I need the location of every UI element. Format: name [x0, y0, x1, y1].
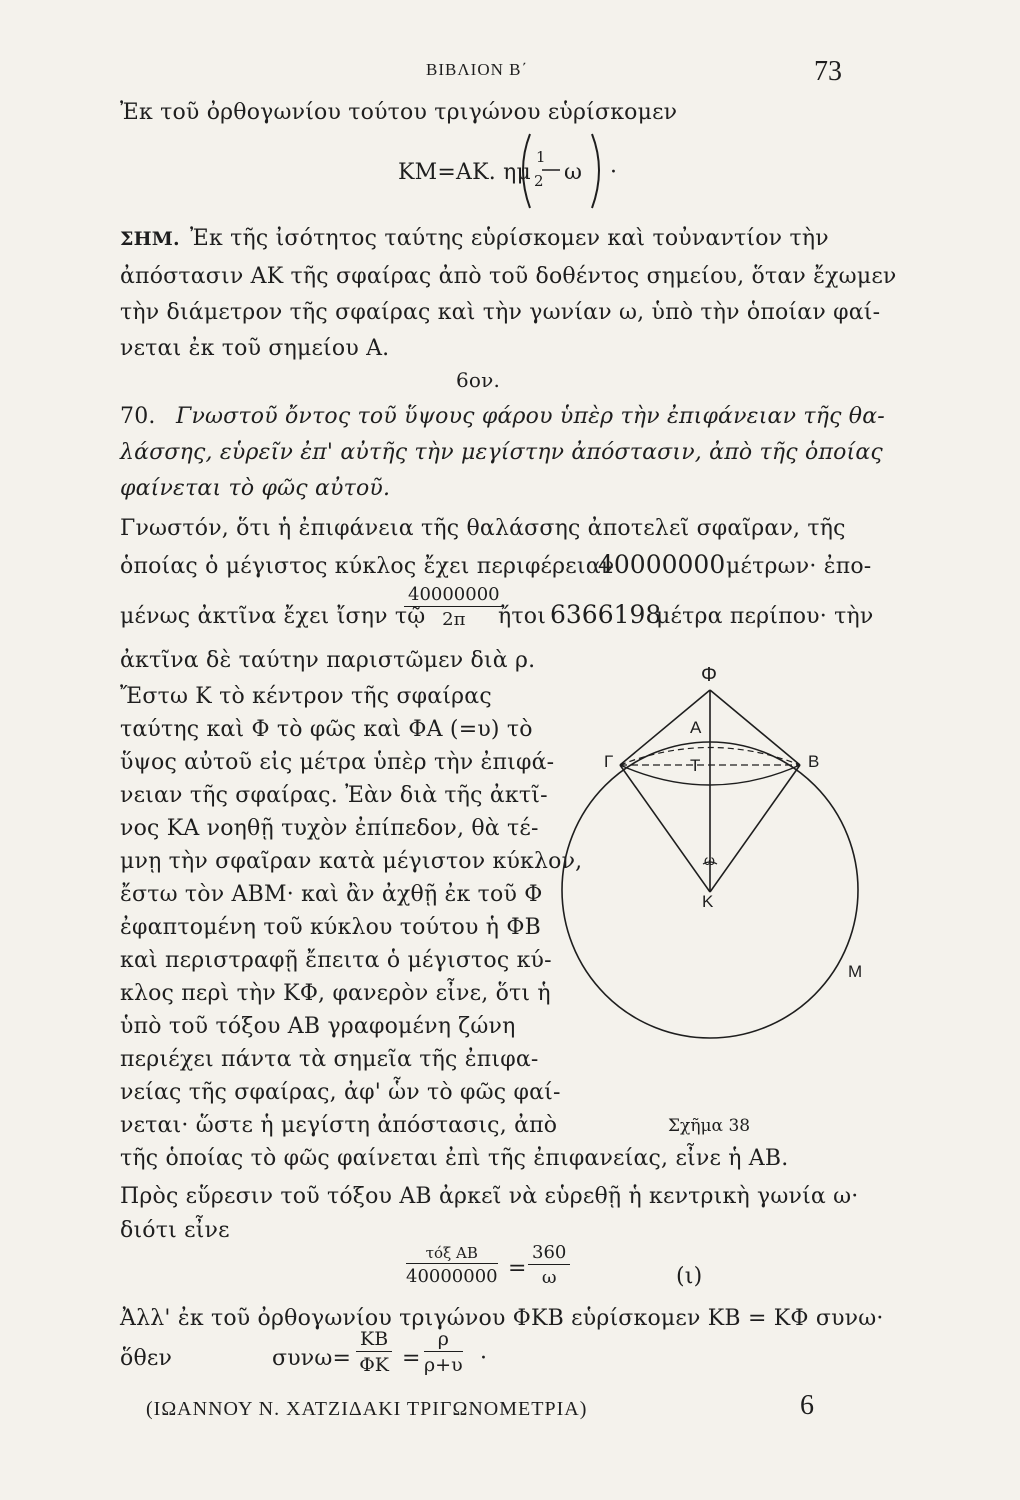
body2-line: ὑπὸ τοῦ τόξου ΑΒ γραφομένη ζώνη	[120, 1014, 516, 1039]
body2-line: νειαν τῆς σφαίρας. Ἐὰν διὰ τῆς ἀκτῖ-	[120, 783, 548, 808]
formula-km-var: ω	[564, 160, 583, 185]
formula-km-den: 2	[534, 172, 544, 190]
body1-line-1: Γνωστόν, ὅτι ἡ ἐπιφάνεια τῆς θαλάσσης ἀποτελεῖ σφαῖραν, τῆς	[120, 516, 846, 541]
problem-line-2: λάσσης, εὑρεῖν ἐπ' αὐτῆς τὴν μεγίστην ἀπόστασιν, ἀπὸ τῆς ὁποίας	[120, 440, 883, 465]
body2-line: ταύτης καὶ Φ τὸ φῶς καὶ ΦΑ (=υ) τὸ	[120, 717, 533, 742]
radius-fraction-den: 2π	[442, 609, 466, 630]
problem-line-3: φαίνεται τὸ φῶς αὐτοῦ.	[120, 476, 391, 501]
body2-line: μνῃ τὴν σφαῖραν κατὰ μέγιστον κύκλον,	[120, 849, 583, 874]
formula-cos-d1: ΦΚ	[359, 1354, 389, 1376]
body2-line: Ἔστω Κ τὸ κέντρον τῆς σφαίρας	[120, 684, 492, 709]
formula-km-end: ·	[610, 160, 618, 185]
body1-line-4: ἀκτῖνα δὲ ταύτην παριστῶμεν διὰ ρ.	[120, 648, 536, 673]
body2-line: κλος περὶ τὴν ΚΦ, φανερὸν εἶνε, ὅτι ἡ	[120, 981, 551, 1006]
formula-arc-lden: 40000000	[406, 1266, 498, 1287]
section-marker: 6ον.	[456, 368, 501, 392]
body2-line: περιέχει πάντα τὰ σημεῖα τῆς ἐπιφα-	[120, 1047, 539, 1072]
radius-fraction-num: 40000000	[404, 584, 504, 607]
footer-citation: (ΙΩΑΝΝΟΥ Ν. ΧΑΤΖΙΔΑΚΙ ΤΡΙΓΩΝΟΜΕΤΡΙΑ)	[146, 1398, 588, 1420]
figure-caption: Σχῆμα 38	[668, 1116, 751, 1136]
remark-line-3: τὴν διάμετρον τῆς σφαίρας καὶ τὴν γωνίαν ω, ὑπὸ τὴν ὁποίαν φαί-	[120, 300, 881, 325]
body2-line-last: νεται· ὥστε ἡ μεγίστη ἀπόστασις, ἀπὸ	[120, 1113, 558, 1138]
signature-mark: 6	[800, 1390, 814, 1421]
label-phi: Φ	[701, 664, 717, 686]
page-number: 73	[814, 56, 842, 87]
formula-cos-end: ·	[480, 1346, 488, 1371]
formula-cos-lhs: συνω=	[272, 1346, 352, 1371]
body2-end: τῆς ὁποίας τὸ φῶς φαίνεται ἐπὶ τῆς ἐπιφανείας, εἶνε ἡ ΑΒ.	[120, 1146, 789, 1171]
body1-line-3b: ἤτοι	[498, 604, 547, 629]
label-a: Α	[690, 718, 702, 737]
body2-line: ὕψος αὐτοῦ εἰς μέτρα ὑπὲρ τὴν ἐπιφά-	[120, 750, 555, 775]
body3-line-1: Πρὸς εὕρεσιν τοῦ τόξου ΑΒ ἀρκεῖ νὰ εὑρεθῇ ἡ κεντρικὴ γωνία ω·	[120, 1184, 859, 1209]
intro-line: Ἐκ τοῦ ὀρθογωνίου τούτου τριγώνου εὑρίσκομεν	[120, 100, 678, 125]
remark-label: ΣΗΜ.	[120, 228, 180, 250]
formula-cos-eq: =	[402, 1346, 421, 1371]
body1-line-2a: ὁποίας ὁ μέγιστος κύκλος ἔχει περιφέρειαν	[120, 554, 615, 579]
label-m: Μ	[848, 962, 863, 981]
body1-line-3a: μένως ἀκτῖνα ἔχει ἴσην τῷ	[120, 604, 426, 629]
body2-line: νείας τῆς σφαίρας, ἀφ' ὧν τὸ φῶς φαί-	[120, 1080, 561, 1105]
label-k: Κ	[702, 892, 714, 911]
body4-line-1: Ἀλλ' ἐκ τοῦ ὀρθογωνίου τριγώνου ΦΚΒ εὑρίσκομεν ΚΒ = ΚΦ συνω·	[120, 1306, 884, 1331]
radius-fraction	[404, 584, 504, 630]
problem-number: 70.	[120, 404, 156, 429]
body2-line: καὶ περιστραφῇ ἔπειτα ὁ μέγιστος κύ-	[120, 948, 552, 973]
formula-arc-left	[406, 1244, 498, 1287]
tangent-phi-b	[710, 690, 800, 765]
label-t: Τ	[690, 756, 701, 775]
remark-line-4: νεται ἐκ τοῦ σημείου Α.	[120, 336, 390, 361]
remark-line-1: Ἐκ τῆς ἰσότητος ταύτης εὑρίσκομεν καὶ τοὐναντίον τὴν	[190, 226, 829, 251]
figure-38	[560, 660, 863, 1080]
body2-line: ἔστω τὸν ΑΒΜ· καὶ ἂν ἀχθῇ ἐκ τοῦ Φ	[120, 882, 543, 907]
formula-km-lhs: ΚΜ=ΑΚ. ημ	[398, 160, 531, 185]
running-header: ΒΙΒΛΙΟΝ Β΄	[426, 60, 529, 79]
formula-cos-n2: ρ	[424, 1328, 463, 1352]
remark-line-2: ἀπόστασιν ΑΚ τῆς σφαίρας ἀπὸ τοῦ δοθέντος σημείου, ὅταν ἔχωμεν	[120, 264, 897, 289]
formula-arc-lnum: τόξ ΑΒ	[406, 1244, 498, 1264]
body2-line: νος ΚΑ νοηθῇ τυχὸν ἐπίπεδον, θὰ τέ-	[120, 816, 539, 841]
formula-km-num: 1	[536, 148, 546, 166]
formula-cos-frac-1	[356, 1328, 392, 1376]
radius-value: 6366198	[550, 600, 662, 629]
label-omega: ω	[704, 852, 715, 868]
formula-arc-right	[528, 1242, 570, 1288]
formula-cos-n1: ΚΒ	[356, 1328, 392, 1352]
body4-othen: ὅθεν	[120, 1346, 173, 1371]
formula-arc-rnum: 360	[528, 1242, 570, 1265]
formula-arc-tag: (ι)	[676, 1264, 703, 1289]
label-b: Β	[808, 752, 820, 771]
body1-line-2b: μέτρων· ἐπο-	[726, 554, 872, 579]
formula-cos-d2: ρ+υ	[424, 1354, 463, 1376]
problem-line-1: Γνωστοῦ ὄντος τοῦ ὕψους φάρου ὑπὲρ τὴν ἐπιφάνειαν τῆς θα-	[176, 404, 885, 429]
circumference-value: 40000000	[598, 550, 726, 579]
body3-line-2: διότι εἶνε	[120, 1218, 230, 1243]
label-gamma: Γ	[604, 752, 614, 771]
formula-arc-rden: ω	[541, 1267, 557, 1288]
formula-cos-frac-2	[424, 1328, 463, 1376]
body2-line: ἐφαπτομένη τοῦ κύκλου τούτου ἡ ΦΒ	[120, 915, 541, 940]
formula-arc-eq: =	[508, 1256, 527, 1281]
body1-line-3c: μέτρα περίπου· τὴν	[656, 604, 874, 629]
